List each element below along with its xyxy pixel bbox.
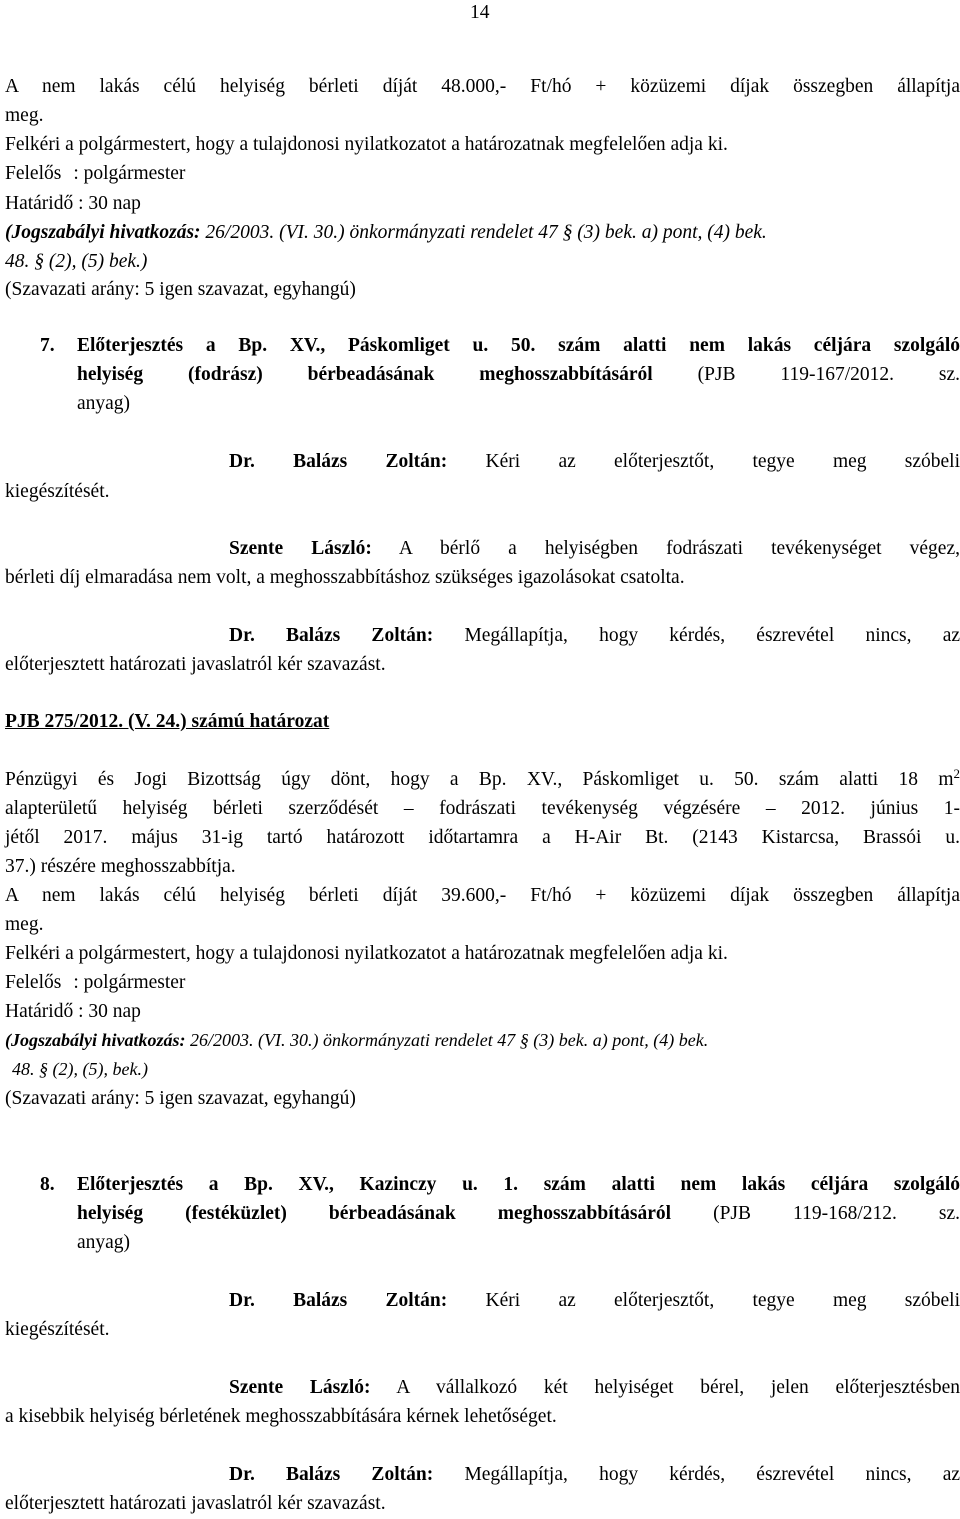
rent-text-line-1: A nem lakás célú helyiség bérleti díját 48.000,- Ft/hó + közüzemi díjak összegben állapítja — [5, 76, 960, 97]
resolution-rent-line-1: A nem lakás célú helyiség bérleti díját 39.600,- Ft/hó + közüzemi díjak összegben állapítja — [5, 885, 960, 906]
resolution-rent-line-2: meg. — [5, 914, 44, 935]
resolution-request: Felkéri a polgármestert, hogy a tulajdonosi nyilatkozatot a határozatnak megfelelően adja ki. — [5, 943, 728, 964]
law-reference-line-1 — [5, 223, 767, 243]
page-number: 14 — [470, 2, 490, 23]
item-7-chair-close-line-1: Dr. Balázs Zoltán: Megállapítja, hogy kérdés, észrevétel nincs, az — [229, 625, 960, 646]
law-reference-line-2: 48. § (2), (5) bek.) — [5, 251, 148, 272]
item-7-title-bold: helyiség (fodrász) bérbeadásának meghosszabbításáról — [77, 364, 653, 385]
vote-ratio: (Szavazati arány: 5 igen szavazat, egyhangú) — [5, 279, 356, 300]
resolution-law-line-2: 48. § (2), (5), bek.) — [12, 1059, 148, 1079]
resolution-text-line-4: 37.) részére meghosszabbítja. — [5, 856, 236, 877]
resolution-text-line-2: alapterületű helyiség bérleti szerződését – fodrászati tevékenység végzésére – 2012. június 1- — [5, 798, 960, 819]
responsible-label: Felelős — [5, 163, 62, 184]
speaker-name: Dr. Balázs Zoltán: — [229, 1290, 448, 1311]
request-text: Felkéri a polgármestert, hogy a tulajdonosi nyilatkozatot a határozatnak megfelelően adja ki. — [5, 134, 728, 155]
item-8-chair-remark-cont: kiegészítését. — [5, 1319, 110, 1340]
item-8-title-line-3: anyag) — [77, 1232, 131, 1253]
law-reference-text: 26/2003. (VI. 30.) önkormányzati rendelet 47 § (3) bek. a) pont, (4) bek. — [205, 222, 767, 243]
item-7-title-line-2 — [77, 365, 960, 385]
resolution-law-line-1: (Jogszabályi hivatkozás: 26/2003. (VI. 30.) önkormányzati rendelet 47 § (3) bek. a) pont, (4) bek. — [5, 1030, 709, 1050]
resolution-text-line-3: jétől 2017. május 31-ig tartó határozott időtartamra a H-Air Bt. (2143 Kistarcsa, Brassói u. — [5, 827, 960, 848]
speaker-name: Szente László: — [229, 538, 372, 559]
rent-text-line-2: meg. — [5, 105, 44, 126]
item-7-chair-remark-cont: kiegészítését. — [5, 481, 110, 502]
item-7-chair-close-line-2: előterjesztett határozati javaslatról kér szavazást. — [5, 654, 386, 675]
item-8-szente-remark-line-2: a kisebbik helyiség bérletének meghosszabbítására kérnek lehetőséget. — [5, 1406, 557, 1427]
item-7-chair-remark: Dr. Balázs Zoltán: Kéri az előterjesztőt, tegye meg szóbeli — [229, 451, 960, 472]
law-reference-label: (Jogszabályi hivatkozás: — [5, 222, 201, 243]
item-8-number: 8. — [40, 1174, 55, 1195]
responsible-line — [5, 164, 185, 184]
speaker-name: Dr. Balázs Zoltán: — [229, 451, 448, 472]
item-8-title-line-1: Előterjesztés a Bp. XV., Kazinczy u. 1. szám alatti nem lakás céljára szolgáló — [77, 1174, 960, 1195]
resolution-deadline: Határidő : 30 nap — [5, 1001, 141, 1022]
resolution-responsible: Felelős : polgármester — [5, 972, 186, 993]
item-8-title-ref: (PJB 119-168/212. sz. — [713, 1203, 960, 1224]
item-7-szente-remark-line-1: Szente László: A bérlő a helyiségben fodrászati tevékenységet végez, — [229, 538, 960, 559]
deadline-line: Határidő : 30 nap — [5, 193, 141, 214]
resolution-title: PJB 275/2012. (V. 24.) számú határozat — [5, 711, 330, 732]
item-7-number: 7. — [40, 335, 55, 356]
item-7-title-line-3: anyag) — [77, 393, 131, 414]
item-8-chair-close-line-2: előterjesztett határozati javaslatról kér szavazást. — [5, 1493, 386, 1514]
speaker-name: Dr. Balázs Zoltán: — [229, 1464, 434, 1485]
superscript-2: 2 — [953, 766, 960, 781]
item-7-szente-remark-line-2: bérleti díj elmaradása nem volt, a meghosszabbításhoz szükséges igazolásokat csatolta. — [5, 567, 685, 588]
item-8-chair-close-line-1: Dr. Balázs Zoltán: Megállapítja, hogy kérdés, észrevétel nincs, az — [229, 1464, 960, 1485]
item-8-title-line-2 — [77, 1204, 960, 1224]
item-8-chair-remark: Dr. Balázs Zoltán: Kéri az előterjesztőt, tegye meg szóbeli — [229, 1290, 960, 1311]
speaker-name: Dr. Balázs Zoltán: — [229, 625, 434, 646]
responsible-value: : polgármester — [73, 163, 186, 184]
speaker-name: Szente László: — [229, 1377, 371, 1398]
resolution-text-line-1: Pénzügyi és Jogi Bizottság úgy dönt, hogy a Bp. XV., Páskomliget u. 50. szám alatti 18 $m^2$ — [5, 766, 960, 790]
item-8-title-bold: helyiség (festéküzlet) bérbeadásának meghosszabbításáról — [77, 1203, 672, 1224]
item-8-szente-remark-line-1: Szente László: A vállalkozó két helyiséget bérel, jelen előterjesztésben — [229, 1377, 960, 1398]
resolution-vote: (Szavazati arány: 5 igen szavazat, egyhangú) — [5, 1088, 356, 1109]
item-7-title-line-1: Előterjesztés a Bp. XV., Páskomliget u. 50. szám alatti nem lakás céljára szolgáló — [77, 335, 960, 356]
item-7-title-ref: (PJB 119-167/2012. sz. — [697, 364, 960, 385]
